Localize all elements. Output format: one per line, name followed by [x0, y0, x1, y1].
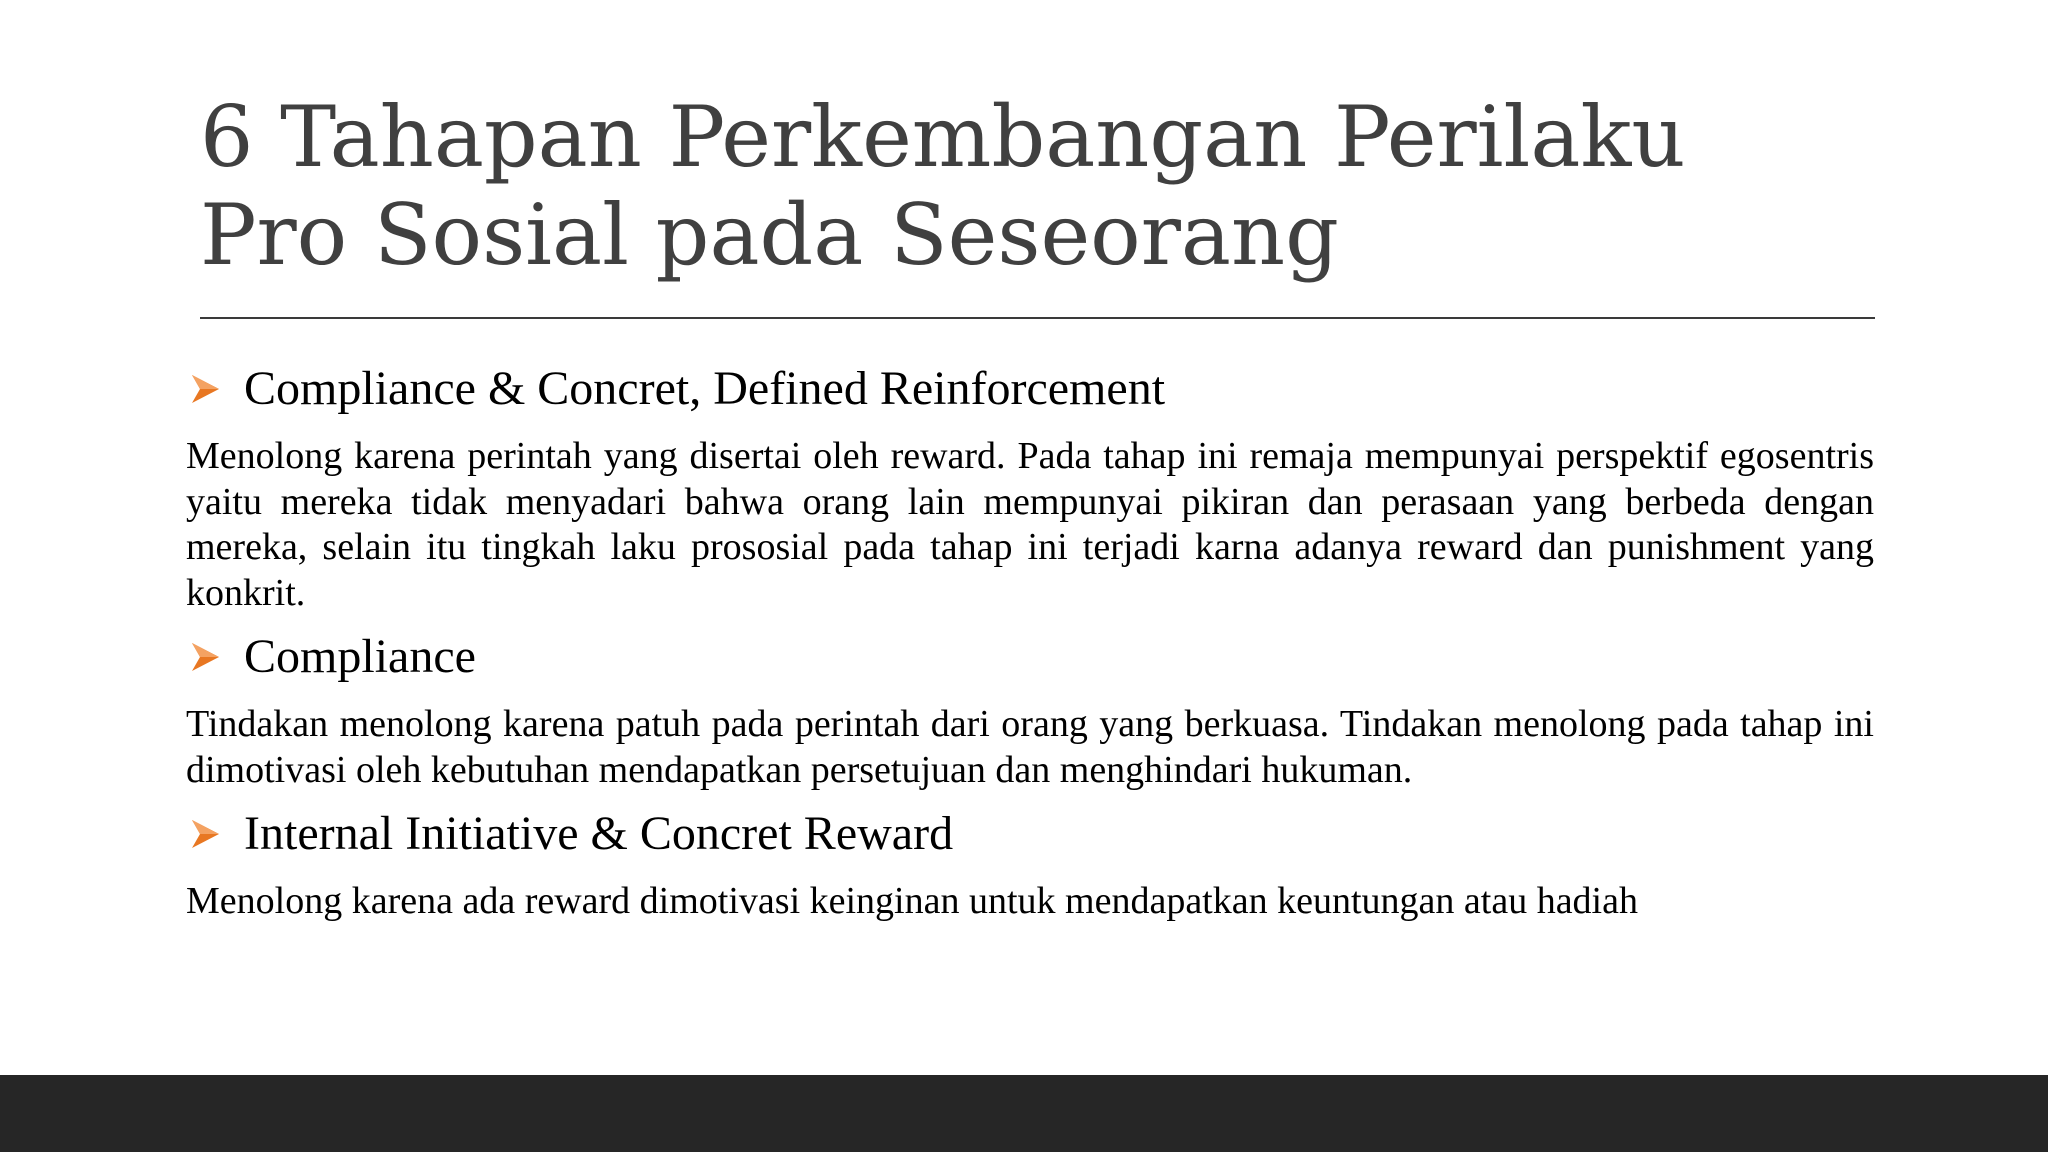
title-divider	[200, 317, 1875, 319]
bullet-body-1: Menolong karena perintah yang disertai oleh reward. Pada tahap ini remaja mempunyai perspektif egosentris yaitu mereka tidak menyadari bahwa orang lain mempunyai pikiran dan perasaan yang berbeda dengan mereka, selain itu tingkah laku prososial pada tahap ini terjadi karna adanya reward dan punishment yang konkrit.	[186, 435, 1874, 614]
bullet-body-2: Tindakan menolong karena patuh pada perintah dari orang yang berkuasa. Tindakan menolong pada tahap ini dimotivasi oleh kebutuhan mendapatkan persetujuan dan menghindari hukuman.	[186, 703, 1874, 791]
slide-title-line-1: 6 Tahapan Perkembangan Perilaku	[200, 88, 1686, 186]
bullet-heading-text: Compliance & Concret, Defined Reinforcement	[244, 362, 1166, 415]
slide-title-line-2: Pro Sosial pada Seseorang	[200, 186, 1339, 284]
bullet-heading-text: Compliance	[244, 630, 476, 683]
bullet-body-3: Menolong karena ada reward dimotivasi keinginan untuk mendapatkan keuntungan atau hadiah	[186, 880, 1638, 922]
slide-content	[186, 356, 1874, 925]
arrow-bullet-icon	[190, 819, 220, 849]
arrow-bullet-icon	[190, 374, 220, 404]
footer-bar	[0, 1075, 2048, 1152]
bullet-heading-3	[186, 801, 1874, 867]
bullet-heading-1	[186, 356, 1874, 422]
bullet-heading-2	[186, 624, 1874, 690]
slide-title	[200, 88, 1880, 284]
bullet-heading-text: Internal Initiative & Concret Reward	[244, 807, 954, 860]
arrow-bullet-icon	[190, 642, 220, 672]
